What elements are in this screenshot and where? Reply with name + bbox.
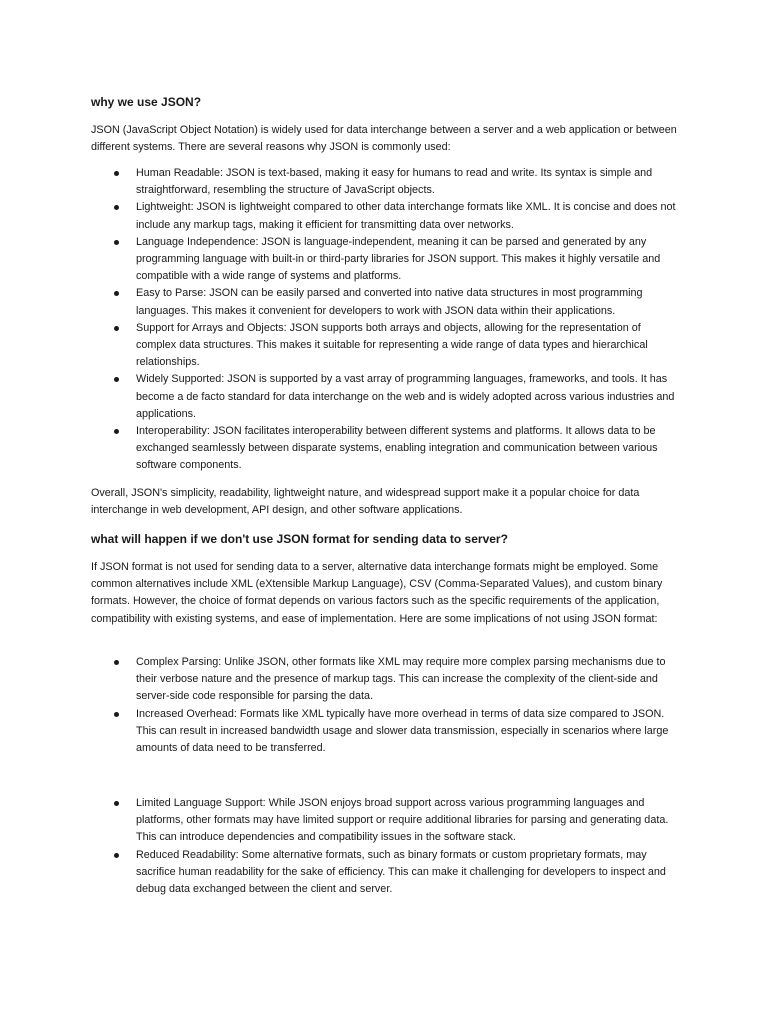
list-item: Human Readable: JSON is text-based, making it easy for humans to read and write. Its syntax is simple and straightforward, resembling the structure of JavaScript objects. xyxy=(0,165,676,199)
list-item: Support for Arrays and Objects: JSON supports both arrays and objects, allowing for the representation of complex data structures. This makes it suitable for representing a wide range of data types and hierarchical relationships. xyxy=(0,320,676,372)
bullet-icon xyxy=(114,291,119,296)
bullet-icon xyxy=(114,171,119,176)
list-item: Increased Overhead: Formats like XML typically have more overhead in terms of data size compared to JSON. This can result in increased bandwidth usage and slower data transmission, especially in scenarios where large amounts of data need to be transferred. xyxy=(0,706,676,758)
conclusion-paragraph: Overall, JSON's simplicity, readability, lightweight nature, and widespread support make it a popular choice for data interchange in web development, API design, and other software applications. xyxy=(91,487,640,517)
bullet-icon xyxy=(114,801,119,806)
alternatives-paragraph: If JSON format is not used for sending data to a server, alternative data interchange formats might be employed. Some common alternatives include XML (eXtensible Markup Language), CSV (Comma-Separated Values), and custom binary formats. However, the choice of format depends on various factors such as the specific requirements of the application, compatibility with existing systems, and ease of implementation. Here are some implications of not using JSON format: xyxy=(91,561,663,625)
bullet-icon xyxy=(114,429,119,434)
bullet-icon xyxy=(114,660,119,665)
bullet-icon xyxy=(114,712,119,717)
list-item: Easy to Parse: JSON can be easily parsed and converted into native data structures in most programming languages. This makes it convenient for developers to work with JSON data within their applications. xyxy=(0,285,676,319)
implications-list-a xyxy=(0,654,768,757)
bullet-icon xyxy=(114,240,119,245)
list-item: Limited Language Support: While JSON enjoys broad support across various programming languages and platforms, other formats may have limited support or require additional libraries for parsing and generating data. This can introduce dependencies and compatibility issues in the software stack. xyxy=(0,795,676,847)
list-item: Complex Parsing: Unlike JSON, other formats like XML may require more complex parsing mechanisms due to their verbose nature and the presence of markup tags. This can increase the complexity of the client-side and server-side code responsible for parsing the data. xyxy=(0,654,676,706)
reasons-list xyxy=(0,165,768,475)
list-item: Language Independence: JSON is language-independent, meaning it can be parsed and generated by any programming language with built-in or third-party libraries for JSON support. This makes it highly versatile and compatible with a wide range of systems and platforms. xyxy=(0,234,676,286)
list-item: Lightweight: JSON is lightweight compared to other data interchange formats like XML. It is concise and does not include any markup tags, making it efficient for transmitting data over networks. xyxy=(0,199,676,233)
section-heading-without-json: what will happen if we don't use JSON format for sending data to server? xyxy=(91,532,508,546)
section-heading-why-json: why we use JSON? xyxy=(91,95,202,109)
list-item: Widely Supported: JSON is supported by a vast array of programming languages, frameworks, and tools. It has become a de facto standard for data interchange on the web and is widely adopted across various industries and applications. xyxy=(0,371,676,423)
bullet-icon xyxy=(114,853,119,858)
bullet-icon xyxy=(114,205,119,210)
implications-list-b xyxy=(0,795,768,898)
bullet-icon xyxy=(114,377,119,382)
intro-paragraph: JSON (JavaScript Object Notation) is widely used for data interchange between a server and a web application or between different systems. There are several reasons why JSON is commonly used: xyxy=(91,124,677,154)
list-item: Interoperability: JSON facilitates interoperability between different systems and platforms. It allows data to be exchanged seamlessly between disparate systems, enabling integration and communication between various software components. xyxy=(0,423,676,475)
list-item: Reduced Readability: Some alternative formats, such as binary formats or custom proprietary formats, may sacrifice human readability for the sake of efficiency. This can make it challenging for developers to inspect and debug data exchanged between the client and server. xyxy=(0,847,676,899)
bullet-icon xyxy=(114,326,119,331)
